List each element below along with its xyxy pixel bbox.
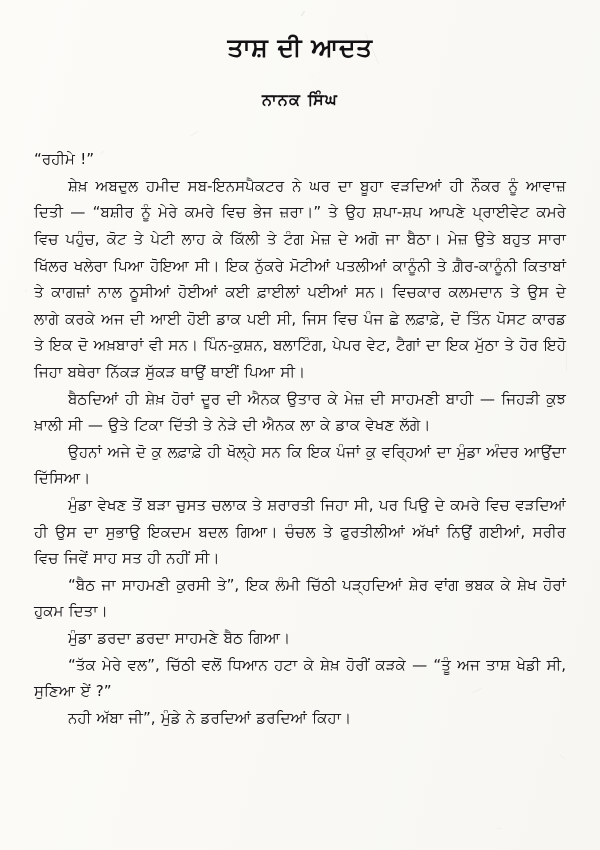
paragraph: “ਰਹੀਮੇ !” [34, 150, 95, 169]
paragraph: ਬੈਠਦਿਆਂ ਹੀ ਸ਼ੇਖ਼ ਹੋਰਾਂ ਦੂਰ ਦੀ ਐਨਕ ਉਤਾਰ ਕੇ ਮੇਜ਼ ਦੀ ਸਾਹਮਣੀ ਬਾਹੀ — ਜਿਹੜੀ ਕੁਝ ਖ਼ਾਲੀ ਸੀ — ਉਤੇ ਟਿਕਾ ਦਿੱਤੀ ਤੇ ਨੇੜੇ ਦੀ ਐਨਕ ਲਾ ਕੇ ਡਾਕ ਵੇਖਣ ਲੱਗੇ। [34, 389, 566, 435]
scan-speck [497, 828, 501, 829]
author-name: ਨਾਨਕ ਸਿੰਘ [262, 90, 338, 110]
story-body [34, 110, 566, 731]
page-content [34, 0, 566, 731]
paragraph: ਸ਼ੇਖ਼ ਅਬਦੁਲ ਹਮੀਦ ਸਬ-ਇਨਸਪੈਕਟਰ ਨੇ ਘਰ ਦਾ ਬੂਹਾ ਵੜਦਿਆਂ ਹੀ ਨੌਕਰ ਨੂੰ ਆਵਾਜ਼ ਦਿਤੀ — “ਬਸ਼ੀਰ ਨੂੰ ਮੇਰੇ ਕਮਰੇ ਵਿਚ ਭੇਜ ਜ਼ਰਾ।” ਤੇ ਉਹ ਸ਼ਪਾ-ਸ਼ਪ ਆਪਣੇ ਪ੍ਰਾਈਵੇਟ ਕਮਰੇ ਵਿਚ ਪਹੁੰਚ, ਕੋਟ ਤੇ ਪੇਟੀ ਲਾਹ ਕੇ ਕਿੱਲੀ ਤੇ ਟੰਗ ਮੇਜ਼ ਦੇ ਅਗੋ ਜਾ ਬੈਠਾ। ਮੇਜ਼ ਉਤੇ ਬਹੁਤ ਸਾਰਾ ਖਿੱਲਰ ਖਲੇਰਾ ਪਿਆ ਹੋਇਆ ਸੀ। ਇਕ ਨੁੱਕਰੇ ਮੋਟੀਆਂ ਪਤਲੀਆਂ ਕਾਨੂੰਨੀ ਤੇ ਗ਼ੈਰ-ਕਾਨੂੰਨੀ ਕਿਤਾਬਾਂ ਤੇ ਕਾਗਜ਼ਾਂ ਨਾਲ ਠੂਸੀਆਂ ਹੋਈਆਂ ਕਈ ਫ਼ਾਈਲਾਂ ਪਈਆਂ ਸਨ। ਵਿਚਕਾਰ ਕਲਮਦਾਨ ਤੇ ਉਸ ਦੇ ਲਾਗੇ ਕਰਕੇ ਅਜ ਦੀ ਆਈ ਹੋਈ ਡਾਕ ਪਈ ਸੀ, ਜਿਸ ਵਿਚ ਪੰਜ ਛੇ ਲਫ਼ਾਫ਼ੇ, ਦੋ ਤਿੰਨ ਪੋਸਟ ਕਾਰਡ ਤੇ ਇਕ ਦੋ ਅਖ਼ਬਾਰਾਂ ਵੀ ਸਨ। ਪਿੰਨ-ਕੁਸ਼ਨ, ਬਲਾਟਿੰਗ, ਪੇਪਰ ਵੇਟ, ਟੈਗਾਂ ਦਾ ਇਕ ਮੁੱਠਾ ਤੇ ਹੋਰ ਇਹੋ ਜਿਹਾ ਬਥੇਰਾ ਨਿੱਕੜ ਸੁੱਕੜ ਥਾਉਂ ਥਾਈਂ ਪਿਆ ਸੀ। [34, 176, 566, 381]
paragraph: “ਤੱਕ ਮੇਰੇ ਵਲ”, ਚਿੱਠੀ ਵਲੋਂ ਧਿਆਨ ਹਟਾ ਕੇ ਸ਼ੇਖ਼ ਹੋਰੀਂ ਕੜਕੇ — “ਤੂੰ ਅਜ ਤਾਸ਼ ਖੇਡੀ ਸੀ, ਸੁਣਿਆ ਏਂ ?” [34, 655, 566, 701]
paragraph: ਮੁੰਡਾ ਡਰਦਾ ਡਰਦਾ ਸਾਹਮਣੇ ਬੈਠ ਗਿਆ। [68, 628, 291, 647]
paragraph: “ਬੈਠ ਜਾ ਸਾਹਮਣੀ ਕੁਰਸੀ ਤੇ”, ਇਕ ਲੰਮੀ ਚਿੱਠੀ ਪੜ੍ਹਦਿਆਂ ਸ਼ੇਰ ਵਾਂਗ ਭਬਕ ਕੇ ਸ਼ੇਖ ਹੋਰਾਂ ਹੁਕਮ ਦਿਤਾ। [34, 575, 566, 621]
scan-speck [566, 345, 567, 371]
paragraph: ਮੁੰਡਾ ਵੇਖਣ ਤੋਂ ਬੜਾ ਚੁਸਤ ਚਲਾਕ ਤੇ ਸ਼ਰਾਰਤੀ ਜਿਹਾ ਸੀ, ਪਰ ਪਿਉ ਦੇ ਕਮਰੇ ਵਿਚ ਵੜਦਿਆਂ ਹੀ ਉਸ ਦਾ ਸੁਭਾਉ ਇਕਦਮ ਬਦਲ ਗਿਆ। ਚੰਚਲ ਤੇ ਫੁਰਤੀਲੀਆਂ ਅੱਖਾਂ ਨਿਉਂ ਗਈਆਂ, ਸਰੀਰ ਵਿਚ ਜਿਵੇਂ ਸਾਹ ਸਤ ਹੀ ਨਹੀਂ ਸੀ। [34, 495, 566, 568]
story-title: ਤਾਸ਼ ਦੀ ਆਦਤ [227, 33, 373, 62]
paragraph: ਉਹਨਾਂ ਅਜੇ ਦੋ ਕੁ ਲਫ਼ਾਫ਼ੇ ਹੀ ਖੋਲ੍ਹੇ ਸਨ ਕਿ ਇਕ ਪੰਜਾਂ ਕੁ ਵਰ੍ਹਿਆਂ ਦਾ ਮੁੰਡਾ ਅੰਦਰ ਆਉਂਦਾ ਦਿੱਸਿਆ। [34, 442, 566, 488]
scan-speck [25, 290, 27, 292]
scan-speck [559, 754, 566, 760]
paragraph: ਨਹੀ ਅੱਬਾ ਜੀ”, ਮੁੰਡੇ ਨੇ ਡਰਦਿਆਂ ਡਰਦਿਆਂ ਕਿਹਾ। [68, 708, 352, 727]
